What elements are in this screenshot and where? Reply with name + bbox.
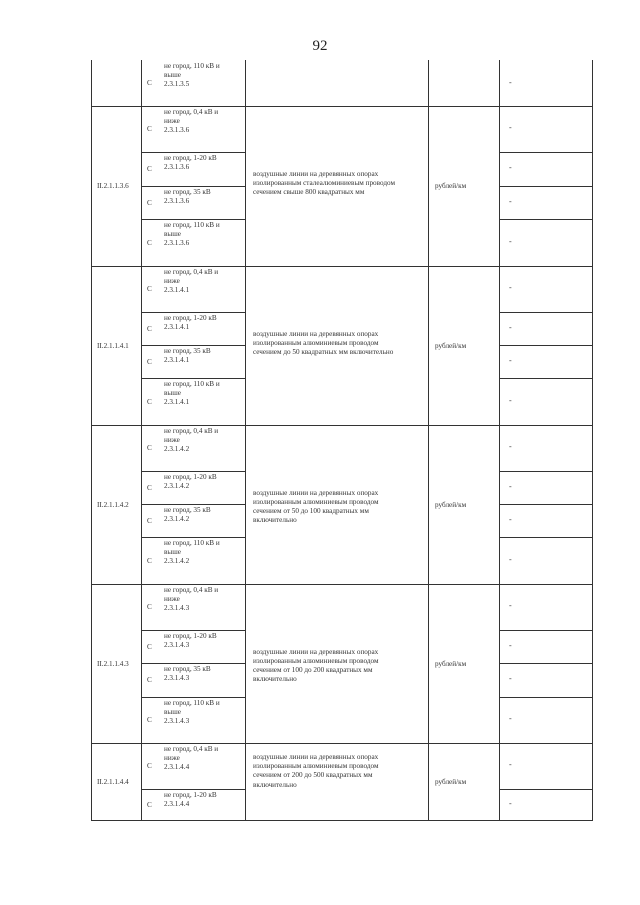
group-code: II.2.1.1.4.4 — [97, 778, 129, 786]
sub-row-line — [499, 312, 593, 313]
table-horizontal-line — [91, 743, 593, 744]
row-voltage-label: не город, 0,4 кВ и ниже 2.3.1.4.4 — [164, 745, 219, 772]
group-code: II.2.1.1.3.6 — [97, 182, 129, 190]
row-symbol: С — [147, 716, 152, 724]
row-voltage-label: не город, 0,4 кВ и ниже 2.3.1.4.1 — [164, 268, 219, 295]
sub-row-line — [499, 663, 593, 664]
row-symbol: С — [147, 603, 152, 611]
row-value: - — [509, 123, 512, 132]
row-symbol: С — [147, 642, 152, 651]
sub-row-line — [499, 630, 593, 631]
row-voltage-label: не город, 1-20 кВ 2.3.1.3.6 — [164, 154, 217, 172]
row-symbol: С — [147, 238, 152, 247]
sub-row-line — [499, 152, 593, 153]
row-symbol: С — [147, 79, 152, 87]
row-symbol: С — [147, 676, 152, 684]
sub-row-line — [141, 312, 245, 313]
tariff-table — [91, 60, 593, 821]
sub-row-line — [499, 504, 593, 505]
row-voltage-label: не город, 1-20 кВ 2.3.1.4.2 — [164, 473, 217, 491]
row-symbol: С — [147, 762, 152, 770]
row-symbol: С — [147, 516, 152, 525]
row-value: - — [509, 355, 512, 365]
row-voltage-label: не город, 1-20 кВ 2.3.1.4.4 — [164, 791, 217, 809]
row-value: - — [509, 640, 512, 650]
group-unit: рублей/км — [435, 182, 467, 190]
row-value: - — [509, 78, 512, 87]
page-number: 92 — [312, 38, 328, 54]
row-voltage-label: не город, 0,4 кВ и ниже 2.3.1.4.3 — [164, 586, 219, 613]
table-vertical-line — [499, 60, 500, 821]
sub-row-line — [499, 345, 593, 346]
group-unit: рублей/км — [435, 341, 467, 350]
row-voltage-label: не город, 110 кВ и выше 2.3.1.4.1 — [164, 380, 220, 407]
row-voltage-label: не город, 0,4 кВ и ниже 2.3.1.4.2 — [164, 427, 219, 454]
row-voltage-label: не город, 1-20 кВ 2.3.1.4.1 — [164, 314, 217, 332]
group-unit: рублей/км — [435, 659, 467, 668]
group-code: II.2.1.1.4.2 — [97, 500, 129, 509]
row-value: - — [509, 395, 512, 405]
group-unit: рублей/км — [435, 500, 467, 509]
row-value: - — [509, 714, 512, 723]
sub-row-line — [499, 471, 593, 472]
row-value: - — [509, 760, 512, 769]
sub-row-line — [499, 789, 593, 790]
group-description: воздушные линии на деревянных опорах изолированным алюминиевым проводом сечением до 50 квадратных мм включительно — [253, 329, 394, 356]
row-symbol: С — [147, 324, 152, 333]
row-voltage-label: не город, 0,4 кВ и ниже 2.3.1.3.6 — [164, 108, 219, 135]
sub-row-line — [499, 219, 593, 220]
sub-row-line — [499, 697, 593, 698]
sub-row-line — [141, 697, 245, 698]
row-voltage-label: не город, 35 кВ 2.3.1.4.2 — [164, 506, 211, 524]
table-horizontal-line — [91, 584, 593, 585]
row-voltage-label: не город, 110 кВ и выше 2.3.1.4.2 — [164, 539, 220, 566]
table-vertical-line — [141, 60, 142, 821]
row-voltage-label: не город, 35 кВ 2.3.1.4.1 — [164, 347, 211, 365]
row-voltage-label: не город, 35 кВ 2.3.1.3.6 — [164, 188, 211, 206]
sub-row-line — [141, 471, 245, 472]
group-code: II.2.1.1.4.3 — [97, 659, 129, 668]
row-value: - — [509, 481, 512, 491]
row-voltage-label: не город, 35 кВ 2.3.1.4.3 — [164, 665, 211, 683]
table-vertical-line — [91, 60, 92, 821]
row-symbol: С — [147, 125, 152, 133]
sub-row-line — [141, 789, 245, 790]
row-symbol: С — [147, 165, 152, 173]
row-symbol: С — [147, 357, 152, 366]
table-horizontal-line — [91, 266, 593, 267]
group-description: воздушные линии на деревянных опорах изолированным алюминиевым проводом сечением от 100 до 200 квадратных мм включительно — [253, 647, 379, 684]
sub-row-line — [141, 186, 245, 187]
sub-row-line — [141, 219, 245, 220]
sub-row-line — [141, 663, 245, 664]
sub-row-line — [141, 345, 245, 346]
row-value: - — [509, 236, 512, 246]
sub-row-line — [499, 537, 593, 538]
row-symbol: С — [147, 483, 152, 492]
row-value: - — [509, 283, 512, 292]
sub-row-line — [141, 630, 245, 631]
row-symbol: С — [147, 556, 152, 565]
sub-row-line — [499, 186, 593, 187]
row-value: - — [509, 799, 512, 808]
row-value: - — [509, 442, 512, 451]
row-symbol: С — [147, 285, 152, 293]
sub-row-line — [499, 378, 593, 379]
row-symbol: С — [147, 801, 152, 809]
row-value: - — [509, 322, 512, 332]
sub-row-line — [141, 378, 245, 379]
row-value: - — [509, 601, 512, 610]
row-value: - — [509, 514, 512, 524]
row-voltage-label: не город, 110 кВ и выше 2.3.1.3.5 — [164, 62, 220, 89]
sub-row-line — [141, 537, 245, 538]
group-description: воздушные линии на деревянных опорах изолированным алюминиевым проводом сечением от 50 до 100 квадратных мм включительно — [253, 488, 379, 525]
sub-row-line — [141, 152, 245, 153]
row-symbol: С — [147, 444, 152, 452]
table-horizontal-line — [91, 820, 593, 821]
row-value: - — [509, 554, 512, 564]
row-voltage-label: не город, 1-20 кВ 2.3.1.4.3 — [164, 632, 217, 650]
group-unit: рублей/км — [435, 778, 467, 786]
row-value: - — [509, 163, 512, 172]
row-voltage-label: не город, 110 кВ и выше 2.3.1.3.6 — [164, 221, 220, 248]
group-description: воздушные линии на деревянных опорах изолированным сталеалюминиевым проводом сечением свыше 800 квадратных мм — [253, 170, 396, 197]
table-vertical-line — [592, 60, 593, 821]
table-horizontal-line — [91, 106, 593, 107]
group-code: II.2.1.1.4.1 — [97, 341, 129, 350]
table-horizontal-line — [91, 425, 593, 426]
group-description: воздушные линии на деревянных опорах изолированным алюминиевым проводом сечением от 200 до 500 квадратных мм включительно — [253, 753, 379, 789]
row-voltage-label: не город, 110 кВ и выше 2.3.1.4.3 — [164, 699, 220, 726]
sub-row-line — [141, 504, 245, 505]
row-value: - — [509, 196, 512, 206]
row-symbol: С — [147, 397, 152, 406]
row-symbol: С — [147, 198, 152, 207]
row-value: - — [509, 674, 512, 683]
